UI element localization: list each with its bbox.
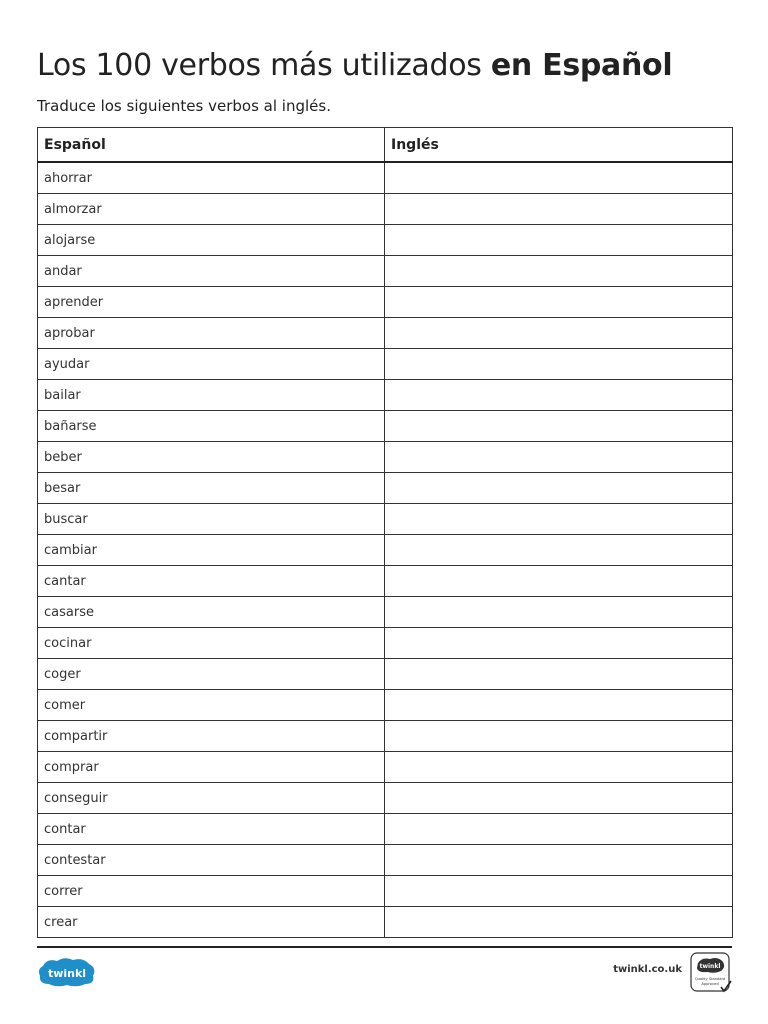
twinkl-logo bbox=[37, 956, 97, 988]
table-row bbox=[38, 162, 733, 194]
spanish-verb-cell: ayudar bbox=[38, 349, 385, 380]
table-row bbox=[38, 876, 733, 907]
spanish-verb-cell: besar bbox=[38, 473, 385, 504]
english-answer-cell[interactable] bbox=[385, 442, 733, 473]
english-answer-cell[interactable] bbox=[385, 162, 733, 194]
table-row bbox=[38, 814, 733, 845]
english-answer-cell[interactable] bbox=[385, 256, 733, 287]
table-row bbox=[38, 256, 733, 287]
spanish-verb-cell: correr bbox=[38, 876, 385, 907]
table-row bbox=[38, 783, 733, 814]
table-row bbox=[38, 752, 733, 783]
column-header-english: Inglés bbox=[385, 128, 733, 163]
spanish-verb-cell: aprobar bbox=[38, 318, 385, 349]
spanish-verb-cell: cambiar bbox=[38, 535, 385, 566]
spanish-verb-cell: coger bbox=[38, 659, 385, 690]
english-answer-cell[interactable] bbox=[385, 473, 733, 504]
table-row bbox=[38, 659, 733, 690]
spanish-verb-cell: comprar bbox=[38, 752, 385, 783]
table-row bbox=[38, 380, 733, 411]
spanish-verb-cell: casarse bbox=[38, 597, 385, 628]
table-row bbox=[38, 628, 733, 659]
english-answer-cell[interactable] bbox=[385, 907, 733, 938]
verbs-table bbox=[37, 127, 733, 938]
english-answer-cell[interactable] bbox=[385, 225, 733, 256]
spanish-verb-cell: cocinar bbox=[38, 628, 385, 659]
spanish-verb-cell: alojarse bbox=[38, 225, 385, 256]
english-answer-cell[interactable] bbox=[385, 876, 733, 907]
title-regular: Los 100 verbos más utilizados bbox=[37, 48, 491, 83]
spanish-verb-cell: bailar bbox=[38, 380, 385, 411]
english-answer-cell[interactable] bbox=[385, 721, 733, 752]
table-row bbox=[38, 287, 733, 318]
english-answer-cell[interactable] bbox=[385, 504, 733, 535]
page-title bbox=[37, 48, 672, 83]
english-answer-cell[interactable] bbox=[385, 628, 733, 659]
quality-badge bbox=[690, 952, 732, 994]
english-answer-cell[interactable] bbox=[385, 411, 733, 442]
english-answer-cell[interactable] bbox=[385, 380, 733, 411]
table-row bbox=[38, 442, 733, 473]
table-row bbox=[38, 907, 733, 938]
table-row bbox=[38, 535, 733, 566]
english-answer-cell[interactable] bbox=[385, 814, 733, 845]
table-header-row bbox=[38, 128, 733, 163]
table-row bbox=[38, 845, 733, 876]
english-answer-cell[interactable] bbox=[385, 845, 733, 876]
english-answer-cell[interactable] bbox=[385, 194, 733, 225]
english-answer-cell[interactable] bbox=[385, 535, 733, 566]
table-row bbox=[38, 349, 733, 380]
spanish-verb-cell: buscar bbox=[38, 504, 385, 535]
table-row bbox=[38, 690, 733, 721]
spanish-verb-cell: almorzar bbox=[38, 194, 385, 225]
spanish-verb-cell: crear bbox=[38, 907, 385, 938]
spanish-verb-cell: ahorrar bbox=[38, 162, 385, 194]
table-body bbox=[38, 162, 733, 938]
table-row bbox=[38, 225, 733, 256]
english-answer-cell[interactable] bbox=[385, 566, 733, 597]
spanish-verb-cell: contar bbox=[38, 814, 385, 845]
badge-brand-text: twinkl bbox=[699, 963, 721, 970]
english-answer-cell[interactable] bbox=[385, 597, 733, 628]
column-header-spanish: Español bbox=[38, 128, 385, 163]
table-row bbox=[38, 504, 733, 535]
english-answer-cell[interactable] bbox=[385, 287, 733, 318]
footer-divider bbox=[37, 946, 732, 948]
twinkl-logo-text: twinkl bbox=[47, 967, 87, 980]
title-bold: en Español bbox=[490, 48, 673, 83]
badge-line-1: Quality Standard bbox=[694, 977, 726, 981]
table-row bbox=[38, 473, 733, 504]
badge-line-2: Approved bbox=[701, 982, 719, 986]
site-url: twinkl.co.uk bbox=[613, 964, 682, 975]
spanish-verb-cell: conseguir bbox=[38, 783, 385, 814]
spanish-verb-cell: bañarse bbox=[38, 411, 385, 442]
table-row bbox=[38, 411, 733, 442]
spanish-verb-cell: compartir bbox=[38, 721, 385, 752]
spanish-verb-cell: contestar bbox=[38, 845, 385, 876]
spanish-verb-cell: aprender bbox=[38, 287, 385, 318]
english-answer-cell[interactable] bbox=[385, 690, 733, 721]
spanish-verb-cell: andar bbox=[38, 256, 385, 287]
spanish-verb-cell: comer bbox=[38, 690, 385, 721]
english-answer-cell[interactable] bbox=[385, 349, 733, 380]
table-row bbox=[38, 597, 733, 628]
english-answer-cell[interactable] bbox=[385, 752, 733, 783]
english-answer-cell[interactable] bbox=[385, 659, 733, 690]
table-row bbox=[38, 721, 733, 752]
instructions: Traduce los siguientes verbos al inglés. bbox=[37, 97, 331, 115]
spanish-verb-cell: beber bbox=[38, 442, 385, 473]
english-answer-cell[interactable] bbox=[385, 783, 733, 814]
english-answer-cell[interactable] bbox=[385, 318, 733, 349]
spanish-verb-cell: cantar bbox=[38, 566, 385, 597]
table-row bbox=[38, 318, 733, 349]
table-row bbox=[38, 194, 733, 225]
table-row bbox=[38, 566, 733, 597]
